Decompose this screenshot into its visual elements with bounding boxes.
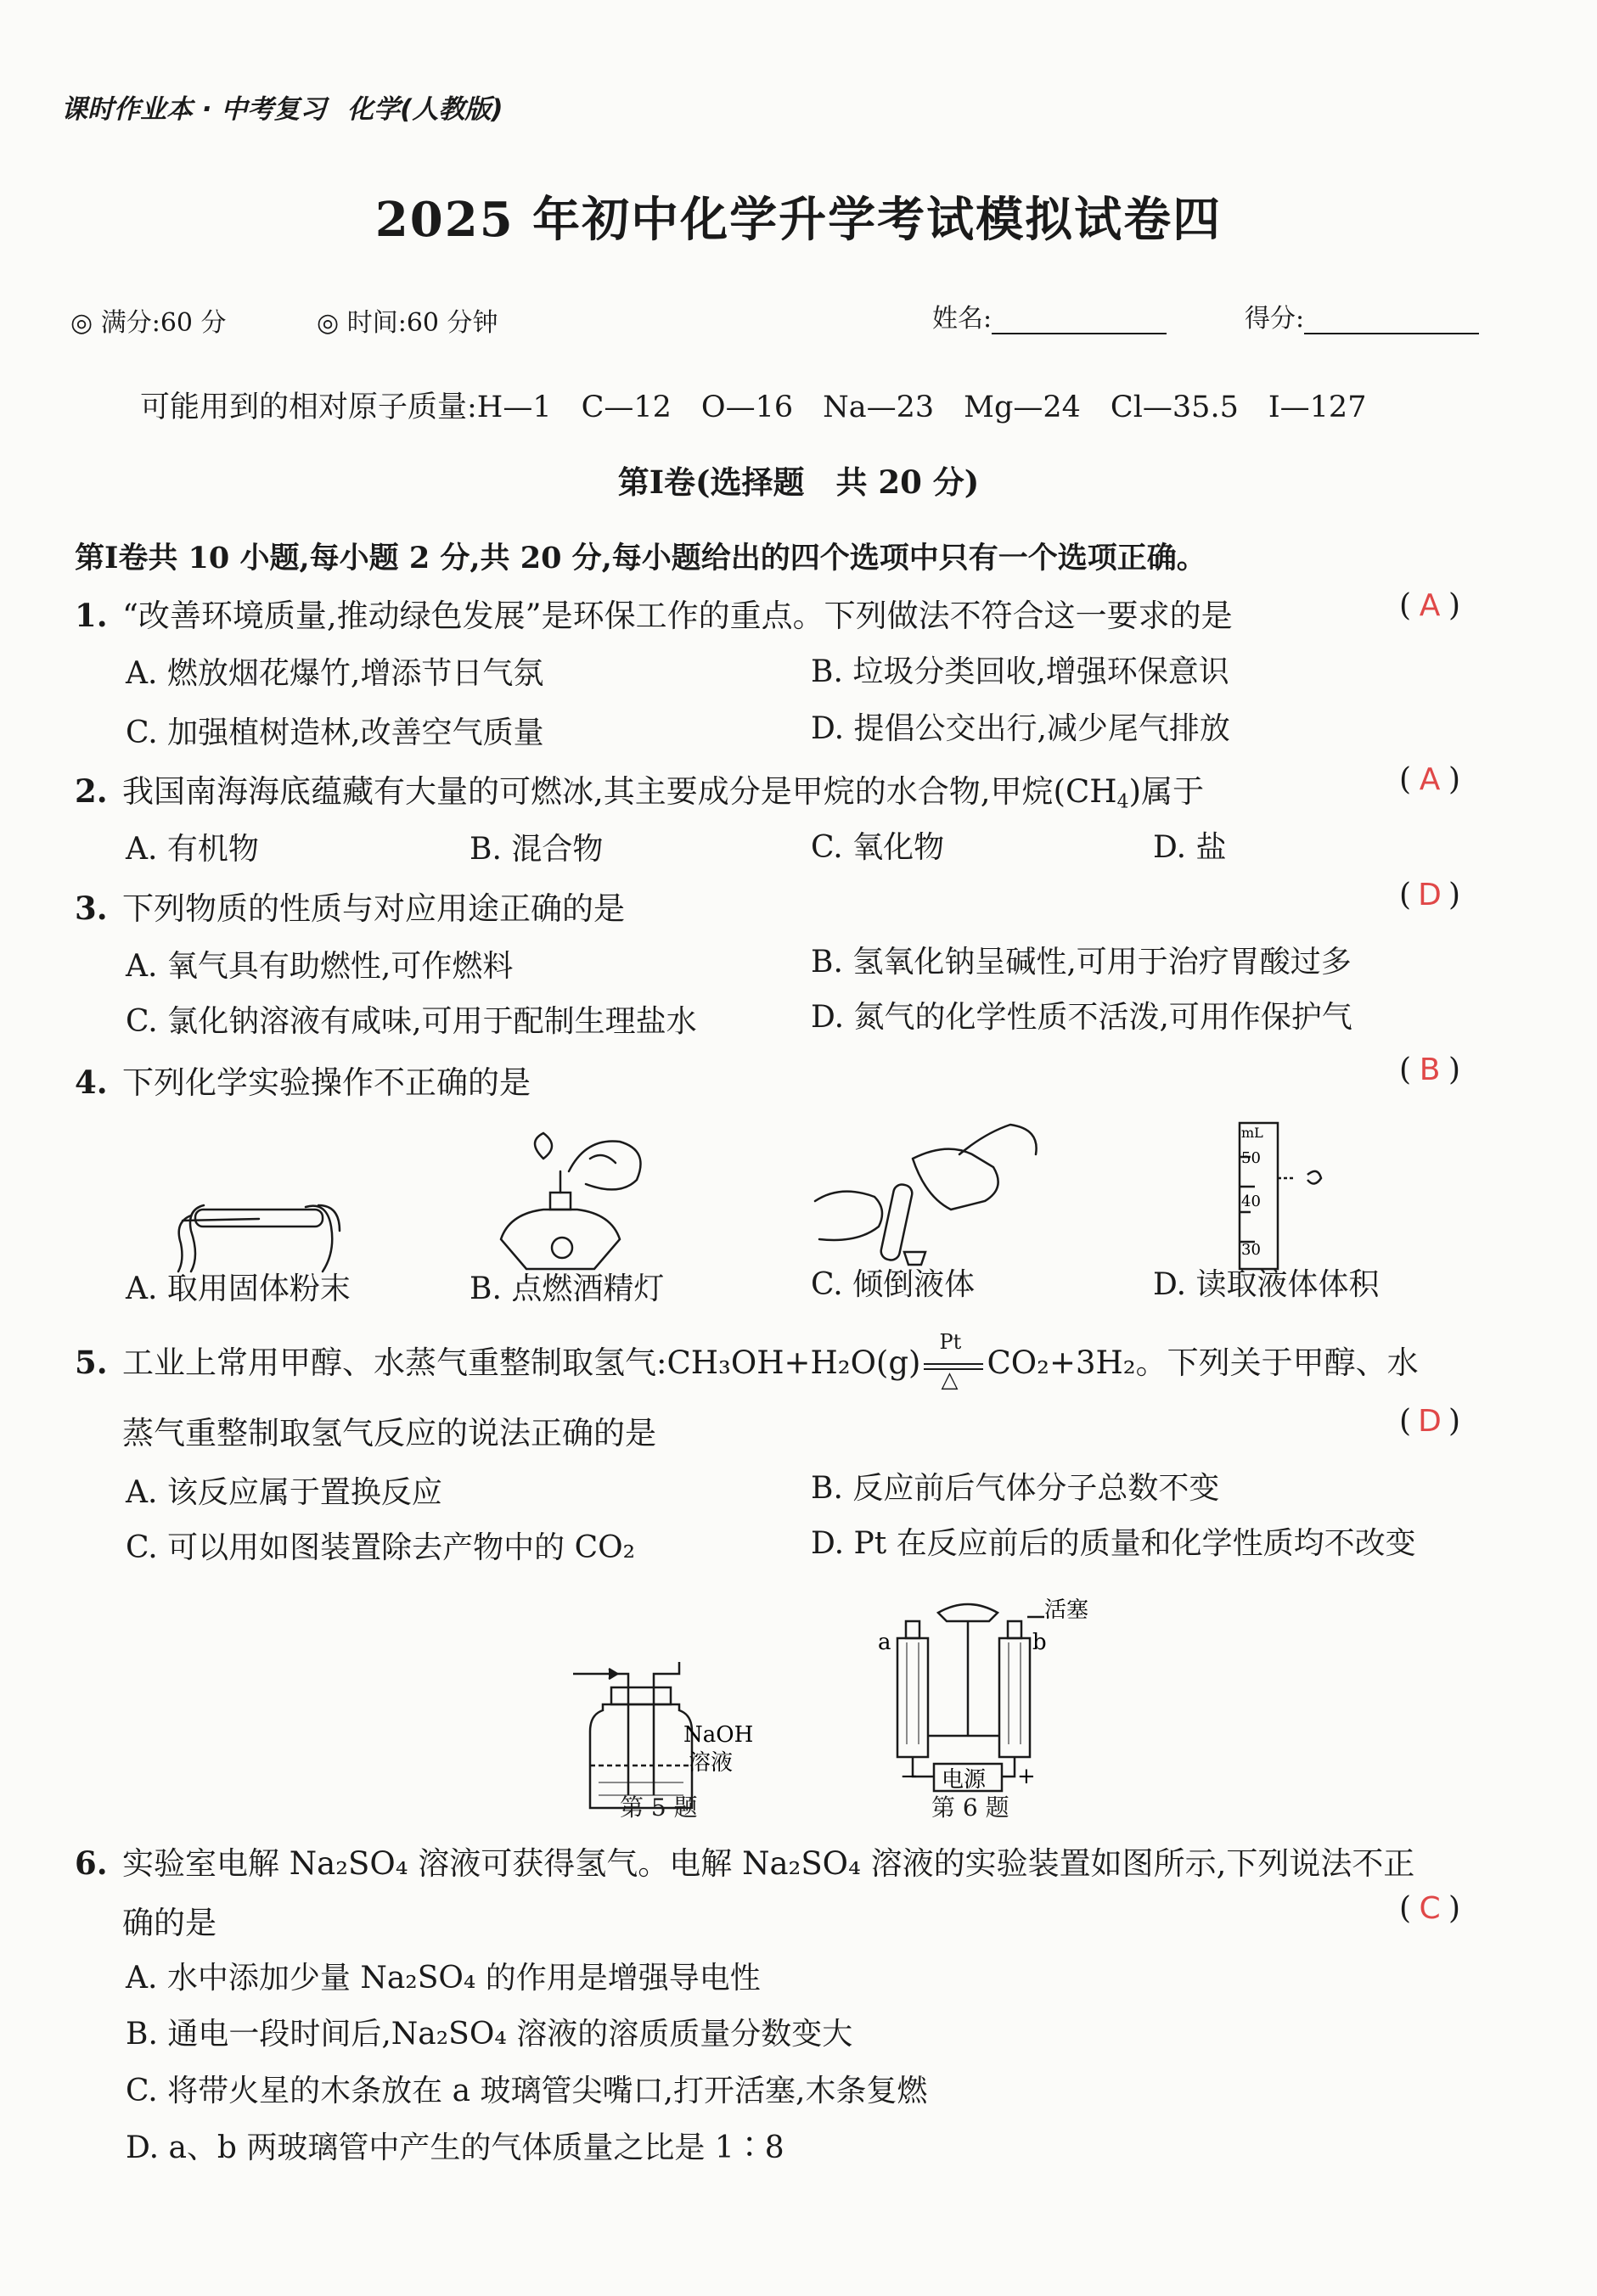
positive-terminal: + xyxy=(1017,1764,1036,1789)
question-6-stem-cont: 确的是 xyxy=(122,1905,216,1941)
glass-tube-b xyxy=(999,1638,1030,1757)
option: D. 盐 xyxy=(1153,830,1227,865)
option: B. 垃圾分类回收,增强环保意识 xyxy=(811,654,1229,689)
equation-catalyst: Pt xyxy=(939,1329,962,1354)
question-1-stem xyxy=(75,590,1233,636)
name-label: 姓名: xyxy=(932,304,993,334)
option: B. 反应前后气体分子总数不变 xyxy=(811,1471,1220,1506)
option: C. 氧化物 xyxy=(811,830,945,865)
question-text: 工业上常用甲醇、水蒸气重整制取氢气: xyxy=(122,1344,667,1381)
question-3-stem xyxy=(75,883,625,929)
figure-read-volume xyxy=(1229,1119,1331,1272)
answer-mark: D xyxy=(1418,1404,1442,1439)
option: B. 点燃酒精灯 xyxy=(470,1272,665,1306)
name-field xyxy=(932,297,1167,334)
score-label: 得分: xyxy=(1245,304,1305,334)
question-text: 下列物质的性质与对应用途正确的是 xyxy=(122,890,625,927)
figure-6-caption: 第 6 题 xyxy=(931,1794,1009,1822)
tick-label: 30 xyxy=(1241,1241,1261,1259)
funnel-icon xyxy=(938,1604,998,1621)
option: D. 提倡公交出行,减少尾气排放 xyxy=(811,711,1230,746)
answer-mark: A xyxy=(1419,762,1441,797)
question-6-stem xyxy=(75,1838,1414,1883)
answer-mark: D xyxy=(1418,878,1442,912)
equation-condition: △ xyxy=(941,1367,959,1393)
option: D. a、b 两玻璃管中产生的气体质量之比是 1∶8 xyxy=(126,2130,784,2165)
question-text-end: 。下列关于甲醇、水 xyxy=(1135,1344,1419,1381)
tick-label: 50 xyxy=(1241,1149,1261,1167)
option: A. 燃放烟花爆竹,增添节日气氛 xyxy=(126,656,544,691)
question-text: 下列化学实验操作不正确的是 xyxy=(122,1064,531,1101)
full-score: ◎ 满分:60 分 xyxy=(70,308,227,338)
valve-icon xyxy=(906,1621,919,1638)
answer-mark: C xyxy=(1419,1891,1441,1926)
figure-electrolysis xyxy=(866,1591,1089,1795)
valve-icon xyxy=(1008,1621,1021,1638)
subject-label: 化学(人教版) xyxy=(347,94,503,125)
score-field xyxy=(1245,297,1479,334)
hand-icon xyxy=(178,1215,191,1272)
option: D. 氮气的化学性质不活泼,可用作保护气 xyxy=(811,1000,1352,1035)
question-number: 1. xyxy=(75,597,108,634)
tick-label: 40 xyxy=(1241,1193,1261,1210)
question-text: 实验室电解 Na₂SO₄ 溶液可获得氢气。电解 Na₂SO₄ 溶液的实验装置如图所示,下列说法不正 xyxy=(122,1845,1415,1882)
question-5-stem-cont: 蒸气重整制取氢气反应的说法正确的是 xyxy=(122,1415,656,1451)
question-5-stem xyxy=(75,1329,1419,1393)
tube-a-label: a xyxy=(878,1630,891,1655)
question-4-stem xyxy=(75,1057,531,1103)
glass-tube-a xyxy=(897,1638,928,1757)
option: B. 氢氧化钠呈碱性,可用于治疗胃酸过多 xyxy=(811,945,1352,980)
valve-label: 活塞 xyxy=(1044,1597,1089,1623)
instructions: 第Ⅰ卷共 10 小题,每小题 2 分,共 20 分,每小题给出的四个选项中只有一个选项正确。 xyxy=(75,541,1206,575)
answer-5: ( D ) xyxy=(1399,1404,1461,1439)
answer-mark: A xyxy=(1419,588,1441,623)
option: A. 取用固体粉末 xyxy=(126,1272,351,1306)
question-number: 2. xyxy=(75,772,108,810)
question-text: “改善环境质量,推动绿色发展”是环保工作的重点。下列做法不符合这一要求的是 xyxy=(122,598,1233,634)
option: B. 通电一段时间后,Na₂SO₄ 溶液的溶质质量分数变大 xyxy=(126,2017,853,2052)
option: A. 该反应属于置换反应 xyxy=(126,1475,442,1510)
test-tube-icon xyxy=(880,1183,914,1262)
figure-5-caption: 第 5 题 xyxy=(620,1794,698,1822)
option: C. 倾倒液体 xyxy=(811,1267,976,1302)
cylinder-unit: mL xyxy=(1241,1125,1263,1141)
question-text: 我国南海海底蕴藏有大量的可燃冰,其主要成分是甲烷的水合物,甲烷(CH xyxy=(122,773,1117,810)
negative-terminal: − xyxy=(900,1764,919,1789)
score-blank xyxy=(1304,304,1479,334)
question-2-stem xyxy=(75,766,1204,813)
page-title: 2025 年初中化学升学考试模拟试卷四 xyxy=(374,192,1223,248)
answer-6: ( C ) xyxy=(1399,1891,1461,1926)
question-number: 4. xyxy=(75,1064,108,1101)
answer-1: ( A ) xyxy=(1399,588,1461,623)
question-number: 6. xyxy=(75,1844,108,1882)
answer-2: ( A ) xyxy=(1399,762,1461,797)
hand-icon xyxy=(815,1192,882,1240)
name-blank xyxy=(992,304,1167,334)
subscript: 4 xyxy=(1116,790,1129,813)
answer-mark: B xyxy=(1419,1053,1441,1087)
reagent-label: NaOH xyxy=(683,1722,754,1748)
section-title: 第Ⅰ卷(选择题 共 20 分) xyxy=(617,463,980,501)
question-text-end: )属于 xyxy=(1128,773,1205,810)
figure-solid-powder xyxy=(166,1180,344,1273)
option: C. 加强植树造林,改善空气质量 xyxy=(126,716,544,750)
option: A. 氧气具有助燃性,可作燃料 xyxy=(126,949,514,984)
hand-icon xyxy=(959,1125,1037,1154)
bottle-icon xyxy=(913,1149,998,1210)
atomic-masses: 可能用到的相对原子质量:H—1 C—12 O—16 Na—23 Mg—24 Cl—35.5 I—127 xyxy=(140,390,1367,424)
option: D. Pt 在反应前后的质量和化学性质均不改变 xyxy=(811,1526,1416,1561)
option: C. 将带火星的木条放在 a 玻璃管尖嘴口,打开活塞,木条复燃 xyxy=(126,2074,928,2108)
running-header xyxy=(61,87,503,126)
option: D. 读取液体体积 xyxy=(1153,1267,1380,1302)
stopper-icon xyxy=(611,1687,671,1704)
option: C. 氯化钠溶液有咸味,可用于配制生理盐水 xyxy=(126,1004,697,1039)
power-label: 电源 xyxy=(942,1767,987,1793)
series-title: 课时作业本 · 中考复习 xyxy=(61,94,327,125)
answer-4: ( B ) xyxy=(1399,1053,1461,1087)
option: B. 混合物 xyxy=(470,832,604,867)
question-number: 3. xyxy=(75,890,108,927)
time-limit: ◎ 时间:60 分钟 xyxy=(317,308,498,338)
option: A. 有机物 xyxy=(126,832,259,867)
tube-b-label: b xyxy=(1032,1630,1047,1655)
option: C. 可以用如图装置除去产物中的 CO₂ xyxy=(126,1530,636,1565)
figure-pour-liquid xyxy=(807,1116,1044,1269)
hand-icon xyxy=(569,1141,641,1189)
equation-products: CO₂+3H₂ xyxy=(987,1344,1136,1381)
eye-icon xyxy=(1307,1171,1321,1184)
answer-3: ( D ) xyxy=(1399,878,1461,912)
reagent-label: 溶液 xyxy=(689,1750,734,1776)
reaction-arrow xyxy=(920,1329,987,1393)
question-number: 5. xyxy=(75,1344,108,1381)
lamp-body-icon xyxy=(501,1210,620,1269)
equation-reactants: CH₃OH+H₂O(g) xyxy=(666,1344,921,1381)
option: A. 水中添加少量 Na₂SO₄ 的作用是增强导电性 xyxy=(126,1961,761,1996)
figure-alcohol-lamp xyxy=(492,1120,654,1273)
